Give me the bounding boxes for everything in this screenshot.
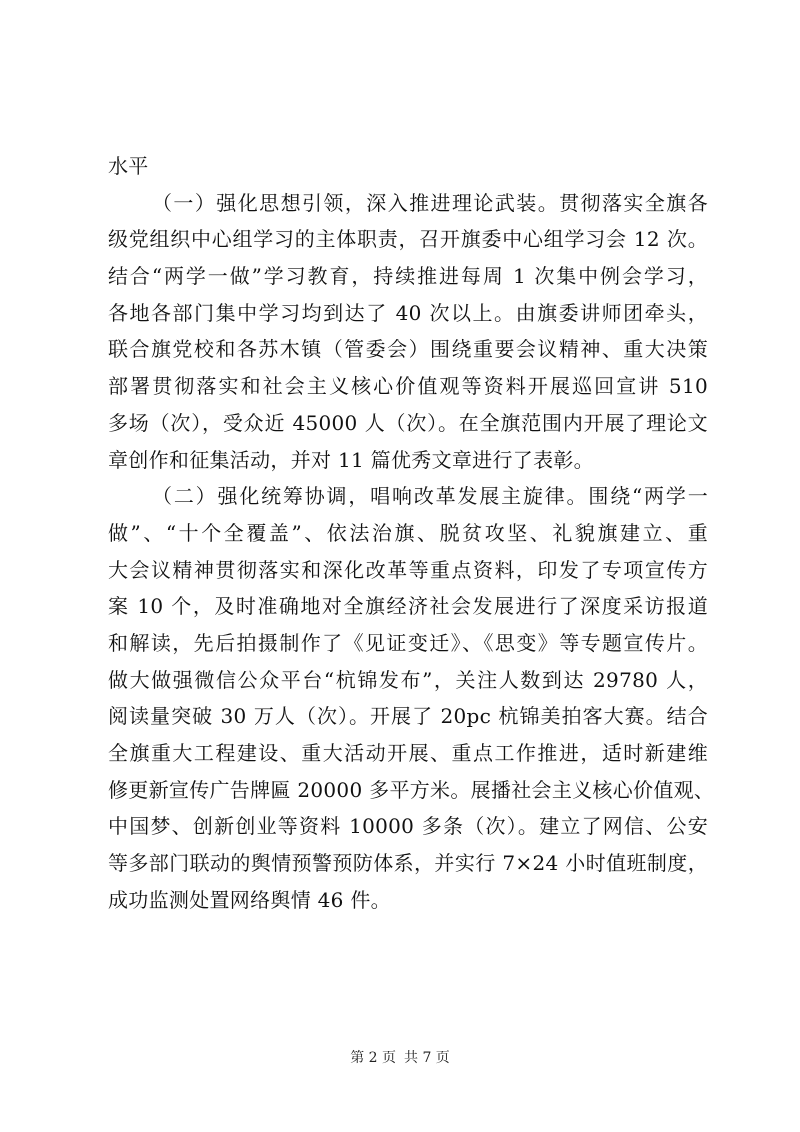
- text-line: （二）强化统筹协调，唱响改革发展主旋律。围绕“两学一: [152, 484, 708, 509]
- text-line: 多场（次），受众近 45000 人（次）。在全旗范围内开展了理论文: [108, 410, 708, 435]
- document-body: [108, 148, 715, 918]
- paragraph-continuation: [108, 148, 708, 185]
- text-line: 阅读量突破 30 万人（次）。开展了 20pc 杭锦美拍客大赛。结合: [108, 704, 708, 729]
- text-line: 部署贯彻落实和社会主义核心价值观等资料开展巡回宣讲 510: [108, 374, 708, 399]
- page-footer: [0, 1048, 800, 1068]
- page-total: 共 7 页: [404, 1050, 450, 1066]
- text-line: 等多部门联动的舆情预警预防体系，并实行 7×24 小时值班制度，: [108, 851, 708, 876]
- text-line: 章创作和征集活动，并对 11 篇优秀文章进行了表彰。: [108, 447, 594, 472]
- text-line: 做”、“十个全覆盖”、依法治旗、脱贫攻坚、礼貌旗建立、重: [108, 520, 708, 545]
- text-line: 联合旗党校和各苏木镇（管委会）围绕重要会议精神、重大决策: [108, 337, 708, 362]
- text-line: 级党组织中心组学习的主体职责，召开旗委中心组学习会 12 次。: [108, 227, 708, 252]
- text-line: 中国梦、创新创业等资料 10000 多条（次）。建立了网信、公安: [108, 814, 708, 839]
- text-line: 大会议精神贯彻落实和深化改革等重点资料，印发了专项宣传方: [108, 557, 708, 582]
- paragraph-coordination: [108, 478, 715, 918]
- text-line: 各地各部门集中学习均到达了 40 次以上。由旗委讲师团牵头，: [108, 300, 708, 325]
- text-line: 修更新宣传广告牌匾 20000 多平方米。展播社会主义核心价值观、: [108, 777, 715, 802]
- text-line: 结合“两学一做”学习教育，持续推进每周 1 次集中例会学习，: [108, 264, 708, 289]
- text-line: 和解读，先后拍摄制作了《见证变迁》、《思变》等专题宣传片。: [108, 630, 708, 655]
- text-line: 做大做强微信公众平台“杭锦发布”，关注人数到达 29780 人，: [108, 667, 708, 692]
- paragraph-theory: [108, 185, 708, 479]
- text-line: 成功监测处置网络舆情 46 件。: [108, 887, 391, 912]
- text-line: （一）强化思想引领，深入推进理论武装。贯彻落实全旗各: [152, 190, 708, 215]
- page-number: 第 2 页: [350, 1050, 396, 1066]
- text-line: 案 10 个，及时准确地对全旗经济社会发展进行了深度采访报道: [108, 594, 708, 619]
- text-line: 全旗重大工程建设、重大活动开展、重点工作推进，适时新建维: [108, 741, 708, 765]
- text-line: 水平: [108, 154, 149, 178]
